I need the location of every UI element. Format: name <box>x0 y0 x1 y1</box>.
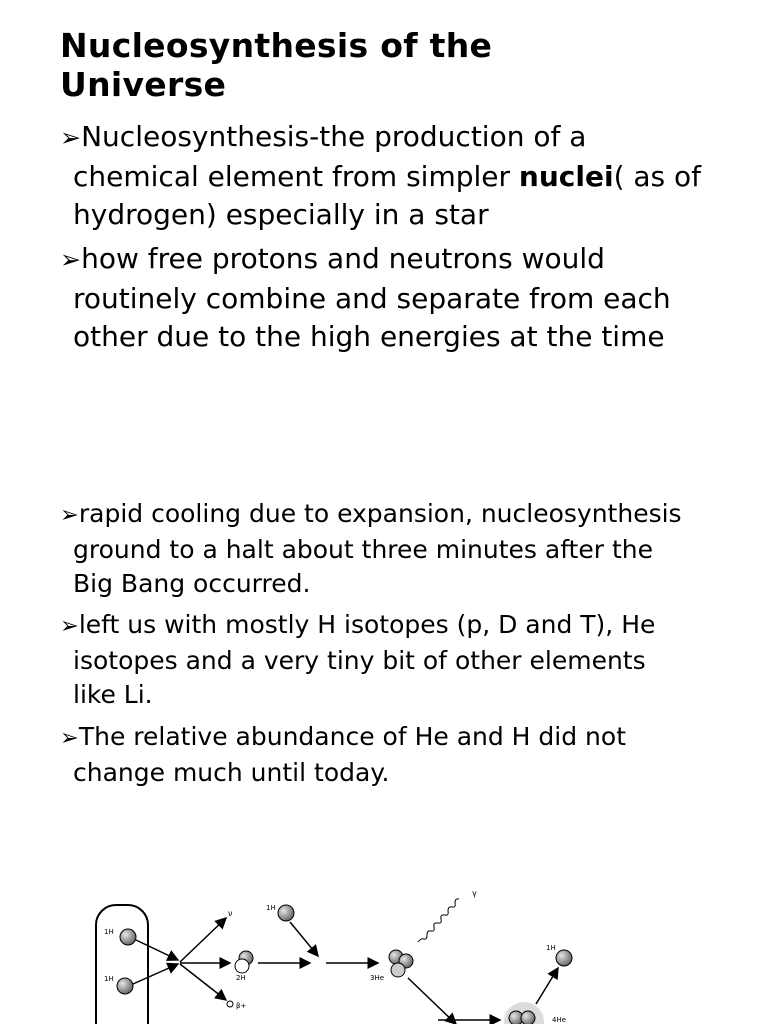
label-gamma: γ <box>472 889 477 898</box>
bullet-1-line-2: chemical element from simpler nuclei( as of <box>73 159 702 193</box>
page-title <box>60 26 750 104</box>
bullet-arrow-icon: ➢ <box>60 245 82 274</box>
label-h1-mid: 1H <box>266 904 276 912</box>
bullet-arrow-icon: ➢ <box>60 725 79 751</box>
label-he3: 3He <box>370 974 385 982</box>
proton-3 <box>278 905 294 921</box>
bullet-1-line-1: ➢Nucleosynthesis-the production of a <box>60 118 750 158</box>
bullet-4-line-3: like Li. <box>73 680 153 709</box>
arrow-to-released-proton <box>536 968 558 1004</box>
label-h2: 2H <box>236 974 246 982</box>
bullet-5 <box>60 720 750 790</box>
bullet-5-line-2: change much until today. <box>73 757 390 787</box>
bullet-2-line-3: other due to the high energies at the time <box>73 320 665 353</box>
bullet-4 <box>60 608 750 713</box>
proton-released <box>556 950 572 966</box>
title-line-1: Nucleosynthesis of the <box>60 26 493 65</box>
bullet-3-line-2: ground to a halt about three minutes after the <box>73 534 653 564</box>
bullet-2 <box>60 240 750 357</box>
gamma-ray-wave <box>418 899 459 942</box>
he4-nucleon-2 <box>521 1011 535 1024</box>
bullet-3-line-1: ➢rapid cooling due to expansion, nucleosynthesis <box>60 497 750 533</box>
bold-term-nuclei: nuclei <box>518 159 614 193</box>
proton-1 <box>120 929 136 945</box>
bullet-arrow-icon: ➢ <box>60 613 79 639</box>
arrow-he3-down <box>408 978 456 1024</box>
bullet-arrow-icon: ➢ <box>60 123 82 152</box>
proton-proton-chain-diagram <box>80 880 640 1024</box>
bullet-2-line-1: ➢how free protons and neutrons would <box>60 240 750 280</box>
bullet-arrow-icon: ➢ <box>60 502 79 528</box>
arrow-to-neutrino <box>180 918 226 962</box>
bullet-2-line-2: routinely combine and separate from each <box>73 281 671 315</box>
positron <box>227 1001 233 1007</box>
label-he4: 4He <box>552 1016 567 1024</box>
arrow-converge-bottom <box>133 964 178 984</box>
bullet-3-line-3: Big Bang occurred. <box>73 569 311 598</box>
label-beta: β+ <box>236 1002 247 1010</box>
reactant-capsule <box>96 905 148 1024</box>
he3-nucleon-3 <box>391 963 405 977</box>
bullet-4-line-1: ➢left us with mostly H isotopes (p, D and T), He <box>60 608 750 644</box>
proton-2 <box>117 978 133 994</box>
deuterium-neutron <box>235 959 249 973</box>
arrow-to-positron <box>180 964 226 1000</box>
label-h1-top: 1H <box>104 928 114 936</box>
title-line-2: Universe <box>60 65 227 104</box>
arrow-converge-top <box>136 940 178 960</box>
bullet-3 <box>60 497 750 602</box>
label-h1-bottom: 1H <box>104 975 114 983</box>
bullet-5-line-1: ➢The relative abundance of He and H did not <box>60 720 750 756</box>
bullet-1-line-3: hydrogen) especially in a star <box>73 198 489 231</box>
label-h1-right: 1H <box>546 944 556 952</box>
label-neutrino: ν <box>228 909 233 918</box>
bullet-1 <box>60 118 750 235</box>
bullet-4-line-2: isotopes and a very tiny bit of other elements <box>73 645 646 675</box>
arrow-proton3-down <box>290 922 318 956</box>
